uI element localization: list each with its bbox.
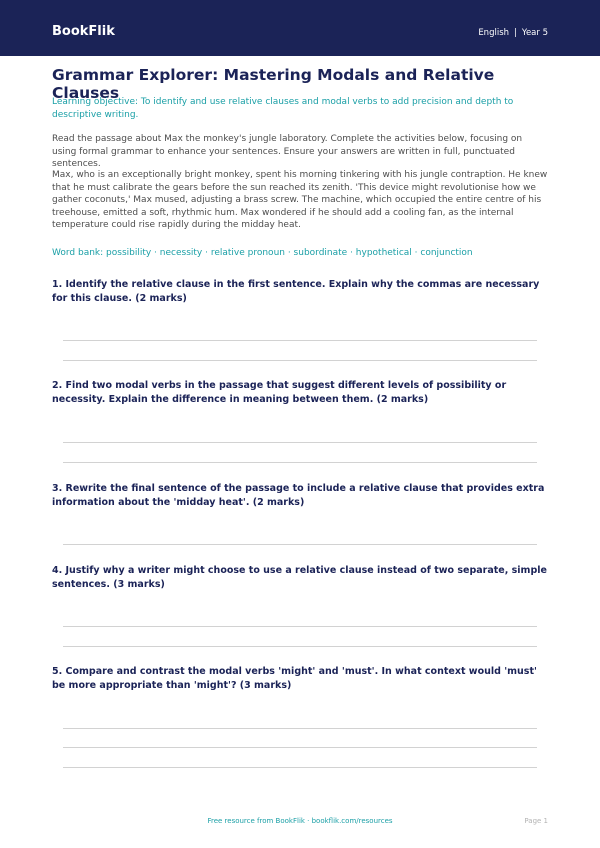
answer-line[interactable] — [63, 340, 537, 341]
reading-passage: Max, who is an exceptionally bright monkey, spent his morning tinkering with his jungle contraption. He knew that he must calibrate the gears before the sun reached its zenith. 'This device might revolutionise how we gather coconuts,' Max mused, adjusting a brass screw. The machine, which occupied the entire centre of his treehouse, emitted a soft, rhythmic hum. Max wondered if he should add a cooling fan, as the internal temperature could rise rapidly during the midday heat. — [52, 170, 548, 230]
learning-objective: Learning objective: To identify and use relative clauses and modal verbs to add precision and depth to descriptive writing. — [52, 97, 514, 120]
answer-line[interactable] — [63, 360, 537, 361]
header-meta — [478, 28, 548, 38]
subject-label: English — [478, 28, 510, 38]
footer-credit: Free resource from BookFlik · bookflik.com/resources — [207, 817, 393, 825]
answer-line[interactable] — [63, 626, 537, 627]
year-label: Year 5 — [521, 28, 548, 38]
answer-line[interactable] — [63, 646, 537, 647]
word-bank: Word bank: possibility · necessity · relative pronoun · subordinate · hypothetical · conjunction — [52, 248, 473, 258]
question-3: 3. Rewrite the final sentence of the passage to include a relative clause that provides extra information about the 'midday heat'. (2 marks) — [52, 483, 545, 508]
meta-separator: | — [514, 28, 517, 38]
answer-line[interactable] — [63, 442, 537, 443]
answer-line[interactable] — [63, 544, 537, 545]
question-2: 2. Find two modal verbs in the passage that suggest different levels of possibility or necessity. Explain the difference in meaning between them. (2 marks) — [52, 380, 507, 405]
answer-line[interactable] — [63, 462, 537, 463]
page-number: Page 1 — [524, 817, 548, 825]
answer-line[interactable] — [63, 747, 537, 748]
instructions: Read the passage about Max the monkey's jungle laboratory. Complete the activities below, focusing on using formal grammar to enhance your sentences. Ensure your answers are written in full, punctuated sentences. — [52, 134, 523, 169]
question-5: 5. Compare and contrast the modal verbs 'might' and 'must'. In what context would 'must' be more appropriate than 'might'? (3 marks) — [52, 666, 537, 691]
answer-line[interactable] — [63, 728, 537, 729]
question-4: 4. Justify why a writer might choose to use a relative clause instead of two separate, simple sentences. (3 marks) — [52, 565, 547, 590]
question-1: 1. Identify the relative clause in the first sentence. Explain why the commas are necessary for this clause. (2 marks) — [52, 279, 540, 304]
page-title: Grammar Explorer: Mastering Modals and Relative Clauses — [52, 66, 495, 102]
page-header — [0, 0, 600, 56]
answer-line[interactable] — [63, 767, 537, 768]
brand-logo: BookFlik — [52, 24, 115, 39]
